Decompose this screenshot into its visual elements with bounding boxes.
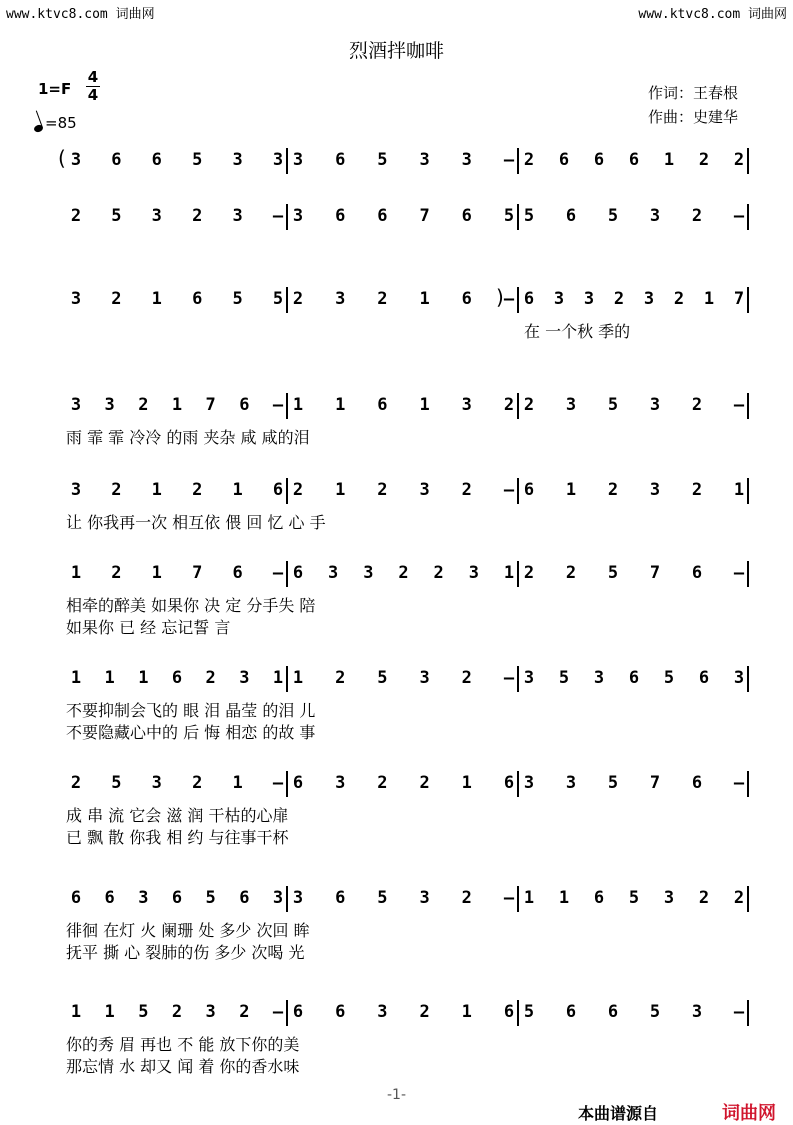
lyric-line: 你的秀 眉 再也 不 能 放下你的美 <box>66 1035 300 1054</box>
note: 1 <box>335 395 346 415</box>
note: 2 <box>698 150 710 170</box>
note: 6 <box>628 150 640 170</box>
note: 2 <box>461 888 472 908</box>
note: 1 <box>272 668 284 688</box>
note: 5 <box>628 888 640 908</box>
lyric-line: 不要隐藏心中的 后 悔 相恋 的故 事 <box>66 723 316 742</box>
lyric-line: 抚平 撕 心 裂肺的伤 多少 次喝 光 <box>66 943 305 962</box>
dash-note: – <box>272 395 284 415</box>
note: 2 <box>138 395 149 415</box>
note: 7 <box>733 289 745 309</box>
note: 5 <box>232 289 243 309</box>
note: 6 <box>565 1002 577 1022</box>
note: 1 <box>70 1002 82 1022</box>
lyric-line: 让 你我再一次 相互依 偎 回 忆 心 手 <box>66 513 326 532</box>
tempo-mark <box>34 114 77 132</box>
note: 6 <box>335 1002 346 1022</box>
note: 6 <box>461 206 472 226</box>
note: 2 <box>565 563 577 583</box>
note: 3 <box>292 206 304 226</box>
source-note: 本曲谱源自 <box>578 1104 659 1123</box>
composer: 作曲：史建华 <box>648 108 739 126</box>
note: 5 <box>111 773 122 793</box>
note: 6 <box>171 668 183 688</box>
note: 2 <box>419 1002 430 1022</box>
dash-note: – <box>272 563 284 583</box>
note: 5 <box>111 206 122 226</box>
note: 1 <box>335 480 346 500</box>
note: 3 <box>70 150 82 170</box>
note: 6 <box>111 150 122 170</box>
note: 2 <box>433 563 444 583</box>
note: 2 <box>398 563 409 583</box>
note: 2 <box>111 563 122 583</box>
note: 5 <box>377 150 388 170</box>
lyric-line: 不要抑制会飞的 眼 泪 晶莹 的泪 儿 <box>66 701 316 720</box>
dash-note: – <box>733 563 745 583</box>
note: 1 <box>703 289 715 309</box>
note: 2 <box>192 773 203 793</box>
note: 3 <box>232 206 243 226</box>
note: 2 <box>733 150 745 170</box>
note: 1 <box>523 888 535 908</box>
note: 3 <box>70 395 82 415</box>
note: 1 <box>171 395 183 415</box>
note: 1 <box>151 563 162 583</box>
note: 3 <box>565 773 577 793</box>
note: 2 <box>419 773 430 793</box>
dash-note: – <box>733 395 745 415</box>
note: 3 <box>419 888 430 908</box>
note: 2 <box>377 480 388 500</box>
note: 1 <box>292 668 304 688</box>
note: 7 <box>649 773 661 793</box>
note: 5 <box>192 150 203 170</box>
watermark-left: www.ktvc8.com 词曲网 <box>6 7 155 22</box>
note: 5 <box>607 206 619 226</box>
note: 6 <box>335 206 346 226</box>
note: 2 <box>292 289 304 309</box>
note: 6 <box>192 289 203 309</box>
note: 6 <box>292 563 304 583</box>
dash-note: – <box>503 888 515 908</box>
quarter-note-icon <box>33 124 44 134</box>
note: 3 <box>239 668 250 688</box>
note: 5 <box>377 668 388 688</box>
note: 3 <box>419 150 430 170</box>
note: 1 <box>663 150 675 170</box>
note: 6 <box>691 773 703 793</box>
lyricist: 作词：王春根 <box>648 84 739 102</box>
note: 3 <box>593 668 605 688</box>
note: 6 <box>691 563 703 583</box>
note: 3 <box>523 773 535 793</box>
note: 1 <box>292 395 304 415</box>
note: 2 <box>70 206 82 226</box>
note: 2 <box>377 773 388 793</box>
note: 2 <box>733 888 745 908</box>
note: 6 <box>593 888 605 908</box>
repeat-bracket-open: ( <box>58 146 66 170</box>
note: 3 <box>363 563 374 583</box>
note: 6 <box>377 395 388 415</box>
note: 6 <box>558 150 570 170</box>
note: 2 <box>607 480 619 500</box>
note: 1 <box>104 668 115 688</box>
note: 3 <box>649 206 661 226</box>
note: 1 <box>70 668 82 688</box>
note: 7 <box>192 563 203 583</box>
note: 6 <box>628 668 640 688</box>
note: 5 <box>272 289 284 309</box>
note: 2 <box>523 150 535 170</box>
note: 3 <box>523 668 535 688</box>
dash-note: – <box>503 289 515 309</box>
note: 5 <box>503 206 515 226</box>
note: 5 <box>138 1002 149 1022</box>
note: 6 <box>607 1002 619 1022</box>
note: 6 <box>461 289 472 309</box>
note: 2 <box>70 773 82 793</box>
note: 2 <box>691 480 703 500</box>
tempo-value: =85 <box>45 114 77 132</box>
note: 2 <box>292 480 304 500</box>
note: 3 <box>292 888 304 908</box>
note: 2 <box>523 395 535 415</box>
dash-note: – <box>272 206 284 226</box>
note: 5 <box>663 668 675 688</box>
note: 3 <box>419 480 430 500</box>
note: 7 <box>649 563 661 583</box>
note: 5 <box>377 888 388 908</box>
note: 7 <box>419 206 430 226</box>
lyric-line: 徘徊 在灯 火 阑珊 处 多少 次回 眸 <box>66 921 310 940</box>
note: 3 <box>468 563 479 583</box>
note: 3 <box>205 1002 216 1022</box>
note: 5 <box>649 1002 661 1022</box>
note: 6 <box>593 150 605 170</box>
note: 1 <box>104 1002 115 1022</box>
note: 3 <box>138 888 149 908</box>
note: 2 <box>171 1002 183 1022</box>
note: 6 <box>377 206 388 226</box>
note: 1 <box>419 395 430 415</box>
note: 6 <box>151 150 162 170</box>
note: 6 <box>104 888 115 908</box>
note: 3 <box>272 150 284 170</box>
note: 3 <box>151 773 162 793</box>
note: 7 <box>205 395 216 415</box>
watermark-right: www.ktvc8.com 词曲网 <box>638 7 787 22</box>
dash-note: – <box>733 773 745 793</box>
note: 6 <box>523 289 535 309</box>
note: 3 <box>733 668 745 688</box>
note: 3 <box>70 480 82 500</box>
song-title: 烈酒拌咖啡 <box>348 40 444 62</box>
time-signature <box>86 70 100 103</box>
note: 6 <box>523 480 535 500</box>
note: 1 <box>461 1002 472 1022</box>
note: 1 <box>151 289 162 309</box>
note: 6 <box>503 773 515 793</box>
note: 2 <box>377 289 388 309</box>
note: 5 <box>607 563 619 583</box>
note: 2 <box>192 206 203 226</box>
note: 1 <box>565 480 577 500</box>
dash-note: – <box>272 773 284 793</box>
dash-note: – <box>503 668 515 688</box>
note: 3 <box>461 395 472 415</box>
note: 5 <box>523 1002 535 1022</box>
site-logo: 词曲网 <box>722 1103 776 1124</box>
note: 6 <box>171 888 183 908</box>
page-number: -1- <box>386 1087 406 1103</box>
note: 2 <box>461 480 472 500</box>
note: 5 <box>558 668 570 688</box>
note: 2 <box>111 289 122 309</box>
note: 3 <box>328 563 339 583</box>
lyric-line: 成 串 流 它会 滋 润 干枯的心扉 <box>66 806 289 825</box>
note: 2 <box>192 480 203 500</box>
note: 2 <box>698 888 710 908</box>
time-bottom: 4 <box>87 86 99 104</box>
note: 3 <box>419 668 430 688</box>
note: 6 <box>70 888 82 908</box>
key-signature: 1=F <box>38 80 72 98</box>
note: 2 <box>673 289 685 309</box>
note: 2 <box>461 668 472 688</box>
lyric-line: 雨 霏 霏 冷冷 的雨 夹杂 咸 咸的泪 <box>66 428 310 447</box>
dash-note: – <box>272 1002 284 1022</box>
repeat-bracket-close: ) <box>496 285 504 309</box>
note: 3 <box>643 289 655 309</box>
note: 3 <box>583 289 595 309</box>
note: 1 <box>461 773 472 793</box>
note: 3 <box>553 289 565 309</box>
note: 3 <box>272 888 284 908</box>
lyric-line: 那忘情 水 却又 闻 着 你的香水味 <box>66 1057 300 1076</box>
lyric-line: 在 一个秋 季的 <box>524 322 631 341</box>
dash-note: – <box>733 1002 745 1022</box>
time-top: 4 <box>87 68 99 86</box>
note: 3 <box>691 1002 703 1022</box>
note: 2 <box>503 395 515 415</box>
note: 3 <box>649 395 661 415</box>
lyric-line: 相牵的醉美 如果你 决 定 分手失 陪 <box>66 596 316 615</box>
note: 5 <box>523 206 535 226</box>
note: 1 <box>558 888 570 908</box>
dash-note: – <box>503 480 515 500</box>
note: 2 <box>691 206 703 226</box>
note: 3 <box>335 289 346 309</box>
note: 6 <box>698 668 710 688</box>
note: 6 <box>565 206 577 226</box>
dash-note: – <box>733 206 745 226</box>
note: 2 <box>691 395 703 415</box>
note: 2 <box>205 668 216 688</box>
note: 3 <box>104 395 115 415</box>
note: 3 <box>70 289 82 309</box>
note: 1 <box>70 563 82 583</box>
note: 1 <box>232 480 243 500</box>
note: 3 <box>335 773 346 793</box>
note: 2 <box>111 480 122 500</box>
note: 1 <box>138 668 149 688</box>
note: 3 <box>292 150 304 170</box>
note: 3 <box>151 206 162 226</box>
note: 6 <box>503 1002 515 1022</box>
note: 1 <box>232 773 243 793</box>
note: 1 <box>419 289 430 309</box>
note: 6 <box>239 395 250 415</box>
lyric-line: 已 飘 散 你我 相 约 与往事干杯 <box>66 828 289 847</box>
note: 1 <box>733 480 745 500</box>
note: 6 <box>272 480 284 500</box>
note: 3 <box>565 395 577 415</box>
note: 3 <box>461 150 472 170</box>
note: 6 <box>292 1002 304 1022</box>
note: 3 <box>649 480 661 500</box>
note: 1 <box>503 563 515 583</box>
note: 6 <box>239 888 250 908</box>
note: 2 <box>523 563 535 583</box>
note: 5 <box>607 395 619 415</box>
note: 2 <box>239 1002 250 1022</box>
note: 3 <box>377 1002 388 1022</box>
note: 3 <box>232 150 243 170</box>
note: 1 <box>151 480 162 500</box>
note: 2 <box>613 289 625 309</box>
note: 6 <box>335 150 346 170</box>
note: 2 <box>335 668 346 688</box>
note: 5 <box>205 888 216 908</box>
note: 3 <box>663 888 675 908</box>
note: 6 <box>232 563 243 583</box>
note: 6 <box>335 888 346 908</box>
note: 6 <box>292 773 304 793</box>
lyric-line: 如果你 已 经 忘记誓 言 <box>66 618 231 637</box>
note: 5 <box>607 773 619 793</box>
dash-note: – <box>503 150 515 170</box>
